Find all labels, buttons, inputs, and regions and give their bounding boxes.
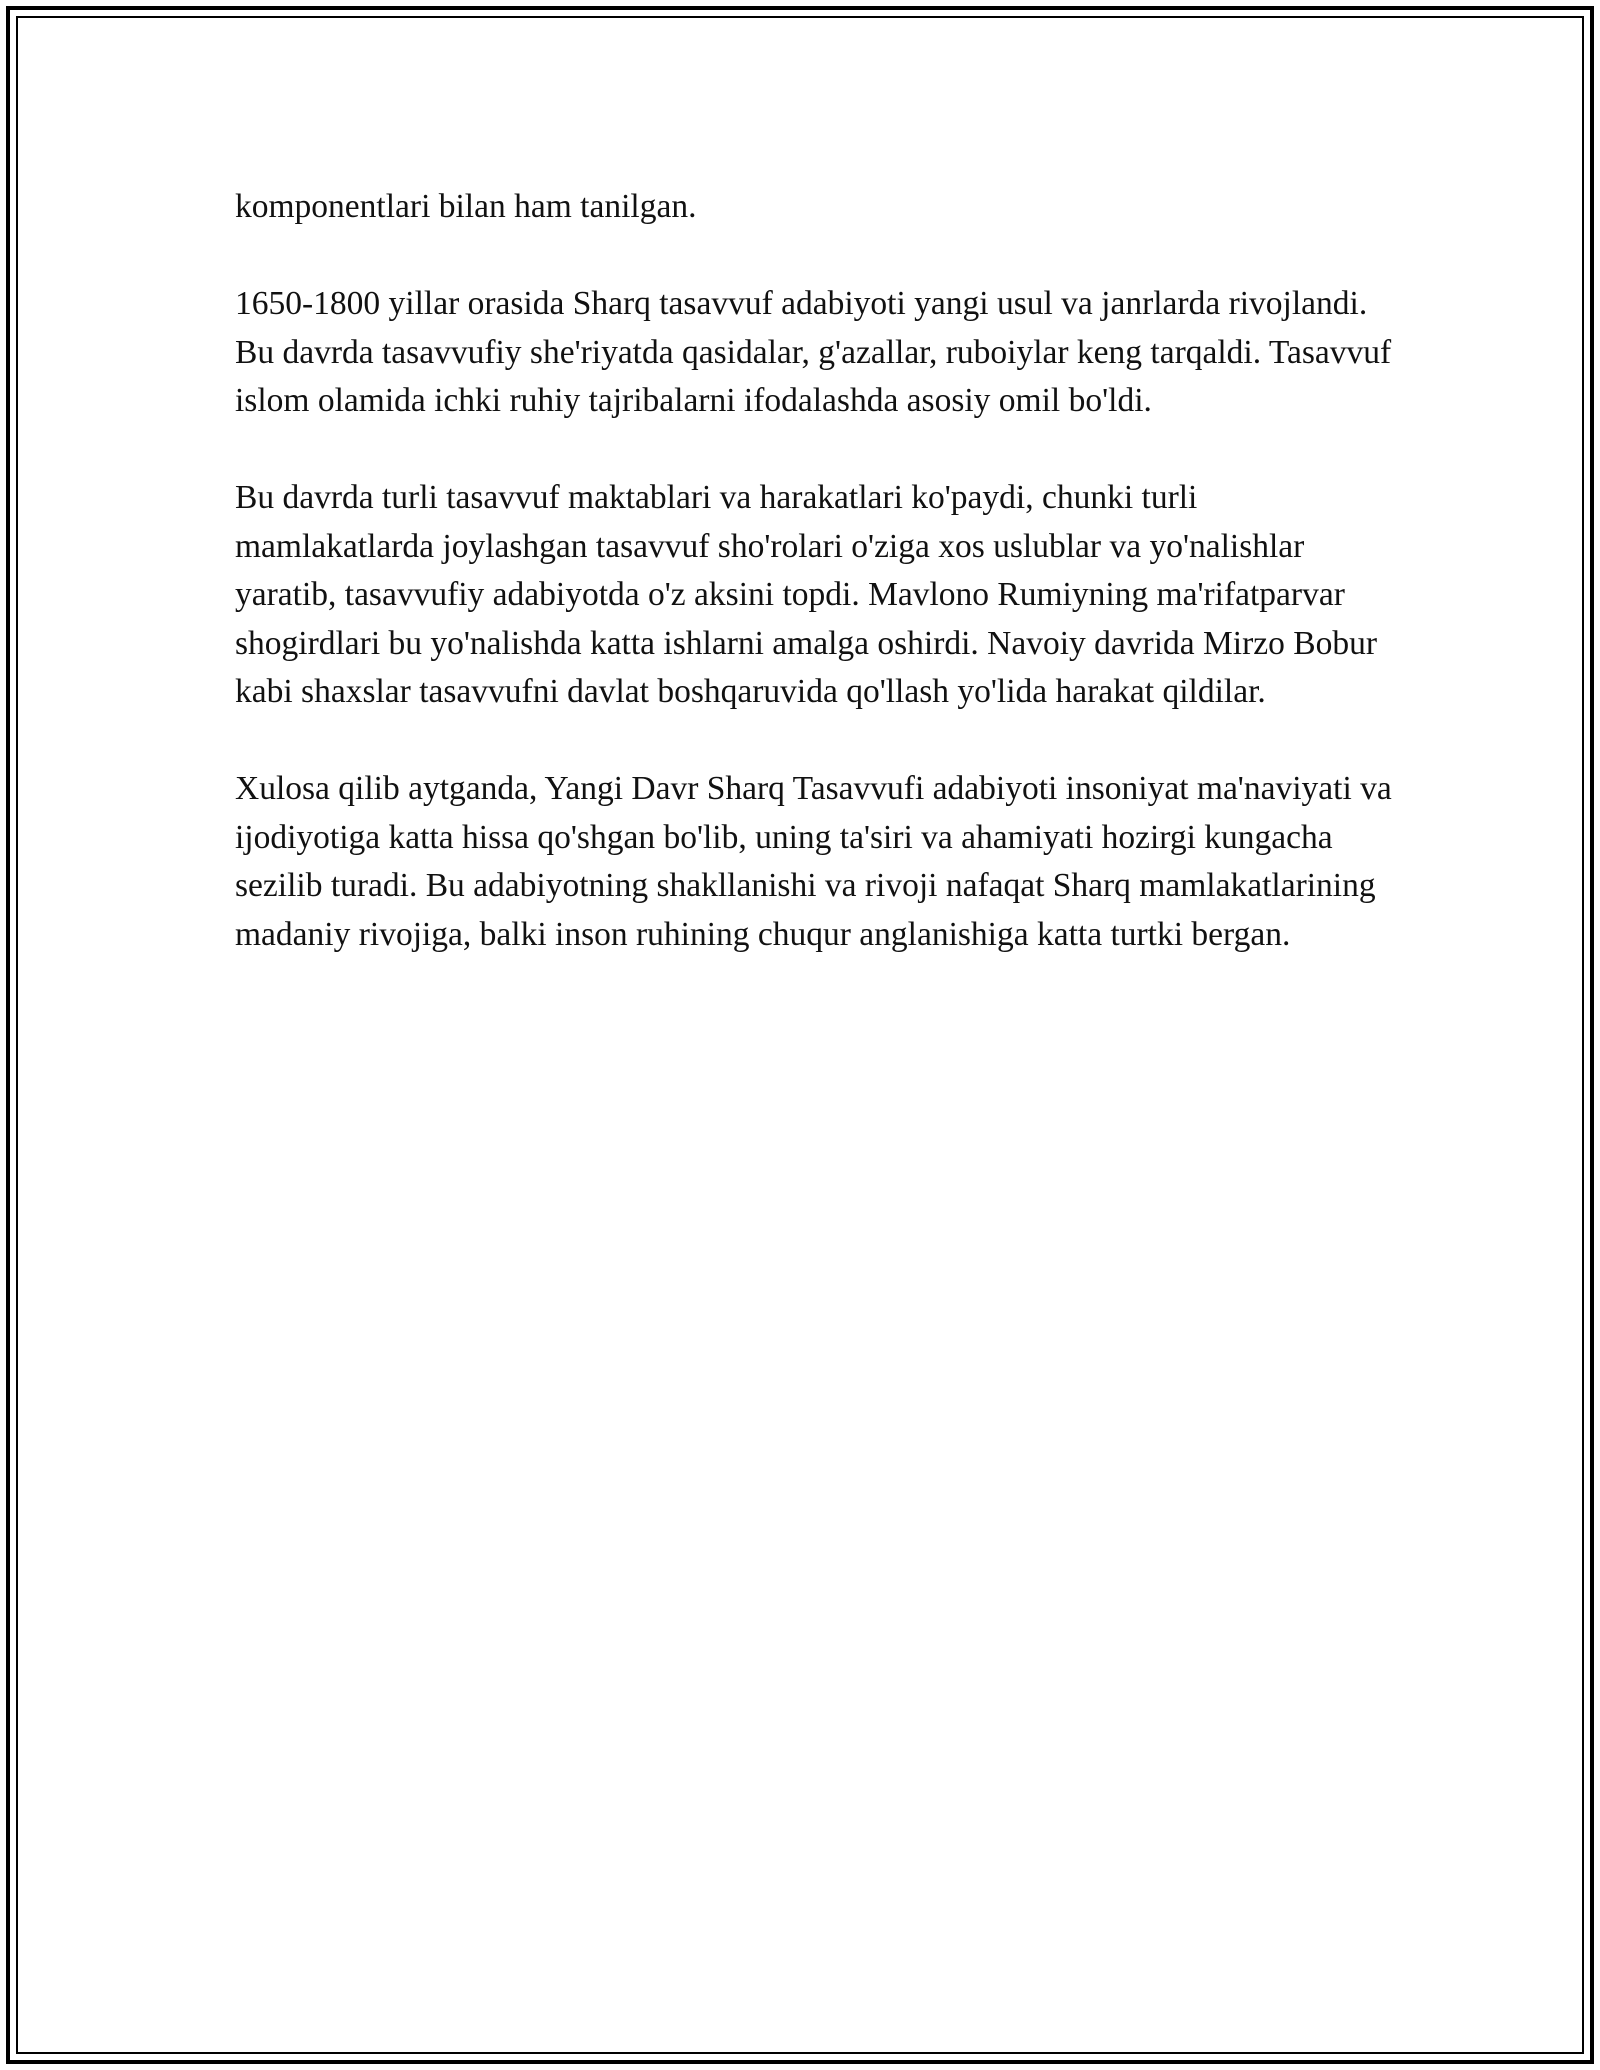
paragraph-continuation: komponentlari bilan ham tanilgan. [235,188,697,225]
paragraph-schools: Bu davrda turli tasavvuf maktablari va harakatlari ko'paydi, chunki turli mamlakatlarda joylashgan tasavvuf sho'rolari o'ziga xos uslublar va yo'nalishlar yaratib, tasavvufiy adabiyotda o'z aksini topdi. Mavlono Rumiyning ma'rifatparvar shogirdlari bu yo'nalishda katta ishlarni amalga oshirdi. Navoiy davrida Mirzo Bobur kabi shaxslar tasavvufni davlat boshqaruvida qo'llash yo'lida harakat qildilar. [235,479,1377,710]
document-body [235,183,1395,1008]
paragraph-conclusion: Xulosa qilib aytganda, Yangi Davr Sharq Tasavvufi adabiyoti insoniyat ma'naviyati va ijodiyotiga katta hissa qo'shgan bo'lib, uning ta'siri va ahamiyati hozirgi kungacha sezilib turadi. Bu adabiyotning shakllanishi va rivoji nafaqat Sharq mamlakatlarining madaniy rivojiga, balki inson ruhining chuqur anglanishiga katta turtki bergan. [235,770,1392,953]
paragraph-development: 1650-1800 yillar orasida Sharq tasavvuf adabiyoti yangi usul va janrlarda rivojlandi. Bu davrda tasavvufiy she'riyatda qasidalar, g'azallar, ruboiylar keng tarqaldi. Tasavvuf islom olamida ichki ruhiy tajribalarni ifodalashda asosiy omil bo'ldi. [235,285,1392,419]
